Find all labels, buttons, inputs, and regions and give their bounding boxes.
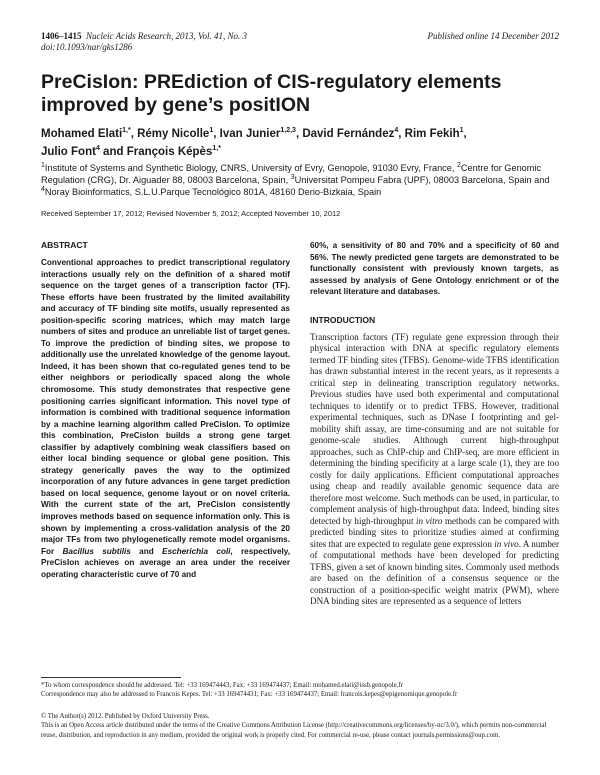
- author-list: Mohamed Elati$^{1,*}$, Rémy Nicolle$^1$, Ivan Junier$^{1,2,3}$, David Fernández$^4$, Rim Fekih$^1$, Julio Font$^4$ and François Képès$^{1,*}$: [41, 127, 467, 158]
- author-affil: 1: [209, 127, 214, 135]
- abstract-text: and: [130, 546, 163, 556]
- author: Rémy Nicolle: [137, 128, 210, 140]
- footnote-divider: [41, 677, 181, 678]
- affiliation: Institute of Systems and Synthetic Biology, CNRS, University of Evry, Genopole, 91030 Evry, France,: [44, 163, 457, 173]
- received-dates: Received September 17, 2012; Revised November 5, 2012; Accepted November 10, 2012: [41, 209, 341, 218]
- affiliation: Noray Bioinformatics, S.L.U.Parque Tecnológico 801A, 48160 Derio-Bizkaia, Spain: [44, 187, 382, 198]
- author: Julio Font: [41, 146, 96, 158]
- abstract-heading: ABSTRACT: [41, 240, 88, 250]
- page-range: 1406–1415: [41, 31, 82, 41]
- author-conjunction: and: [103, 146, 124, 158]
- correspondence-primary: *To whom correspondence should be addressed. Tel: +33 169474443; Fax: +33 169474437; Email: mohamed.elati@issb.genopole.fr: [41, 682, 403, 689]
- author: François Képès: [126, 146, 213, 158]
- abstract-continuation: 60%, a sensitivity of 80 and 70% and a specificity of 60 and 56%. The newly predicted gene targets are demonstrated to be functionally consistent with previously known targets, as assessed by analysis of Gene Ontology enrichment or of the relevant literature and databases.: [310, 241, 559, 297]
- left-column: [41, 240, 290, 580]
- affil-marker: 4: [41, 186, 45, 194]
- author: Rim Fekih: [404, 128, 460, 140]
- abstract-body: [41, 257, 290, 580]
- author-affil: 1,2,3: [280, 127, 296, 135]
- intro-italic: in vivo: [494, 538, 519, 549]
- affil-marker: 3: [290, 174, 295, 182]
- affil-marker: 1: [41, 161, 45, 169]
- author-affil: 1,*: [212, 145, 221, 153]
- affiliation: Centre for Genomic Regulation (CRG), Dr. Aiguader 88, 08003 Barcelona, Spain,: [41, 163, 542, 186]
- license-footnote: [41, 712, 561, 740]
- correspondence-secondary: Correspondence may also be addressed to Francois Kepes. Tel: +33 169474431; Fax: +33 169474437; Email: francois.kepes@epigenomique.genopole.fr: [41, 691, 458, 699]
- intro-text: methods can be compared with predicted binding sites to prioritize studies aimed at confirming sites that are expected to regulate gene expression: [310, 515, 560, 549]
- author-affil: 1: [459, 127, 464, 135]
- running-header: [41, 31, 559, 53]
- author: David Fernández: [302, 128, 395, 140]
- abstract-text: Conventional approaches to predict transcriptional regulatory interactions usually rely on the definition of a shared motif sequence on the target genes of a transcription factor (TF). These efforts have been frustrated by the limited availability and accuracy of TF binding site motifs, usually represented as position-specific scoring matrices, which may match large numbers of sites and produce an unreliable list of target genes. To improve the prediction of binding sites, we propose to additionally use the unrelated knowledge of the genome layout. Indeed, it has been shown that co-regulated genes tend to be either neighbors or periodically spaced along the whole chromosome. This study demonstrates that respective gene positioning carries significant information. This novel type of information is combined with traditional sequence information by a machine learning algorithm called PreCisIon. To optimize this combination, PreCisIon builds a strong gene target classifier by adaptively combining weak classifiers based on either local binding sequence or global gene position. This strategy generically paves the way to the optimized incorporation of any future advances in gene target prediction based on local sequence, genome layout or on novel criteria. With the current state of the art, PreCisIon consistently improves methods based on sequence information only. This is shown by implementing a cross-validation analysis of the 20 major TFs from two phylogenetically remote model organisms. For: [41, 258, 290, 556]
- author-affil: 4: [394, 127, 399, 135]
- license-text: This is an Open Access article distributed under the terms of the Creative Commons Attribution License (http://creativecommons.org/licenses/by-nc/3.0/), which permits non-commercial reuse, distribution, and reproduction in any medium, provided the original work is properly cited. For commercial re-use, please contact journals.permissions@oup.com.: [41, 722, 547, 739]
- intro-italic: in vitro: [416, 515, 443, 526]
- author: Mohamed Elati: [41, 128, 123, 140]
- affil-marker: 2: [457, 161, 461, 169]
- copyright-line: © The Author(s) 2012. Published by Oxford University Press.: [41, 713, 210, 720]
- affiliation: Universitat Pompeu Fabra (UPF), 08003 Barcelona, Spain and: [294, 175, 550, 186]
- published-online: Published online 14 December 2012: [427, 31, 559, 41]
- organism-name: Bacillus subtilis: [62, 546, 131, 556]
- correspondence-footnote: [41, 681, 561, 700]
- author: Ivan Junier: [219, 128, 281, 140]
- doi: doi:10.1093/nar/gks1286: [41, 42, 133, 52]
- author-affil: 4: [95, 145, 100, 153]
- right-column: [310, 240, 559, 608]
- intro-text: . A number of computational methods have been developed for predicting TFBS, given a set of known binding sites. Commonly used methods are based on the definition of a consensus sequence or the construction of a position-specific weight matrix (PWM), where DNA binding sites are represented as a sequence of letters: [310, 538, 559, 607]
- affiliations: [41, 162, 561, 199]
- introduction-body: [310, 332, 559, 608]
- author-affil: 1,*: [122, 127, 131, 135]
- introduction-heading: INTRODUCTION: [310, 314, 376, 325]
- organism-name: Escherichia coli: [162, 546, 231, 556]
- journal-citation: Nucleic Acids Research, 2013, Vol. 41, No. 3: [86, 31, 247, 41]
- paper-title: PreCisIon: PREdiction of CIS-regulatory elements improved by gene’s positION: [41, 71, 502, 116]
- abstract-text: , respectively, PreCisIon achieves on average an area under the receiver operating characteristic curve of 70 and: [41, 546, 291, 579]
- intro-text: Transcription factors (TF) regulate gene expression through their physical interaction with DNA at specific regulatory elements termed TF binding sites (TFBS). Genome-wide TFBS identification has drawn substantial interest in the recent years, as it represents a critical step in delineating transcription regulatory networks. Previous studies have used both experimental and computational techniques to identify or to predict TFBS. However, traditional experimental techniques, such as DNase I footprinting and gel-mobility shift assay, are time-consuming and are not suitable for genome-scale studies. Although current high-throughput approaches, such as ChIP-chip and ChIP-seq, are more efficient in determining the binding specificity at a large scale (1), they are too costly for daily applications. Efficient computational approaches using cheap and readily available genomic sequence data are therefore most welcome. Such methods can be used, in particular, to complement analysis of high-throughput data. Indeed, binding sites detected by high-throughput: [310, 331, 559, 526]
